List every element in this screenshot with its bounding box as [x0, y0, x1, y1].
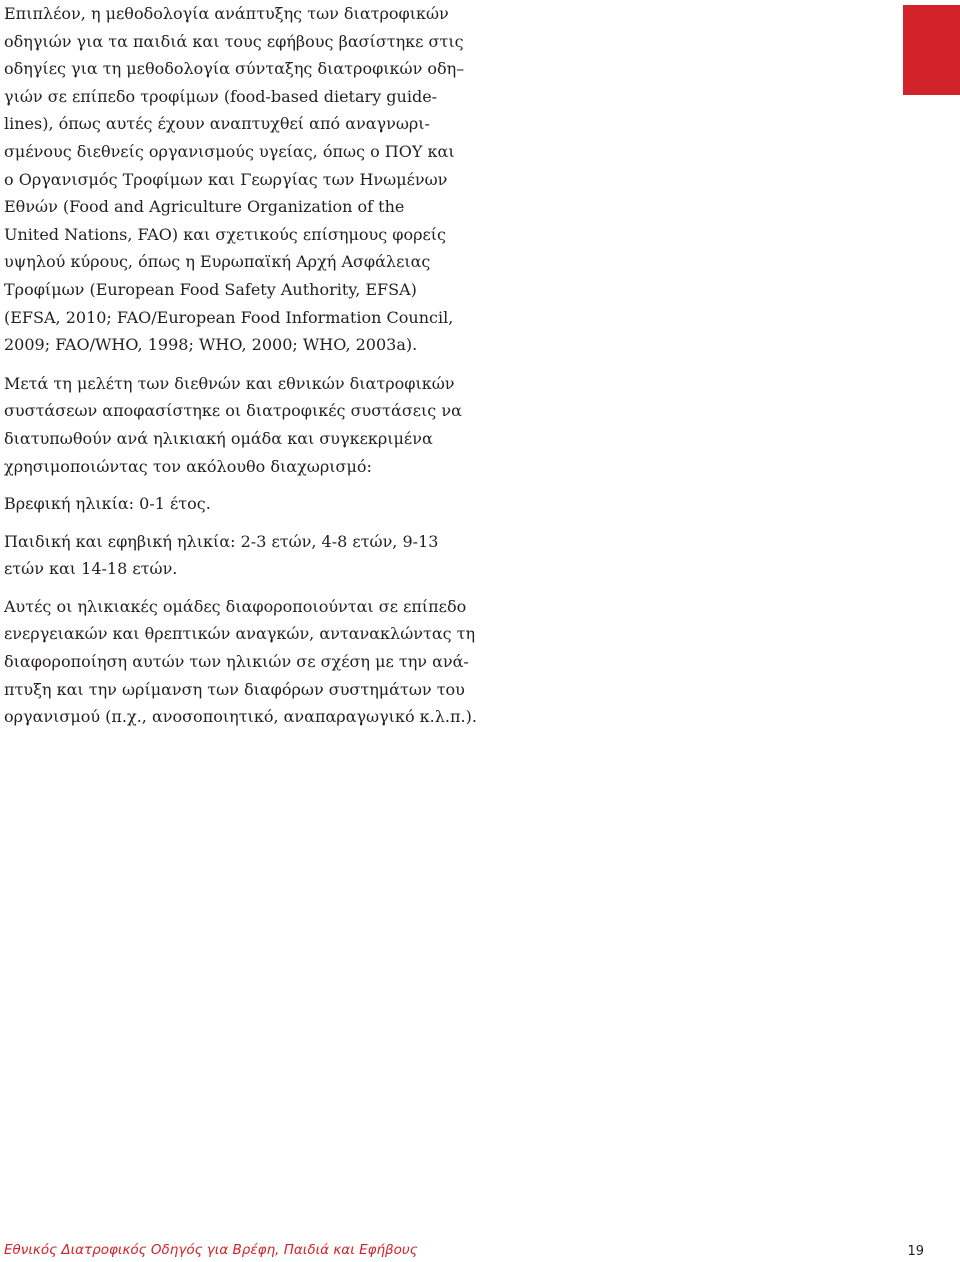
text-line: Εθνών (Food and Agriculture Organization of the — [4, 197, 405, 217]
page-number: 19 — [907, 1244, 924, 1259]
paragraph-methodology — [4, 0, 465, 359]
text-line: ετών και 14-18 ετών. — [4, 559, 178, 579]
red-corner-tab — [903, 5, 960, 95]
text-line: ο Οργανισμός Τροφίμων και Γεωργίας των Ηνωμένων — [4, 169, 448, 189]
text-line: Βρεφική ηλικία: 0-1 έτος. — [4, 494, 211, 514]
paragraph-differentiation — [4, 593, 477, 731]
text-line: Μετά τη μελέτη των διεθνών και εθνικών διατροφικών — [4, 373, 455, 393]
paragraph-childhood — [4, 528, 444, 583]
text-line: σμένους διεθνείς οργανισμούς υγείας, όπως ο ΠΟΥ και — [4, 141, 455, 161]
text-line: συστάσεων αποφασίστηκε οι διατροφικές συστάσεις να — [4, 401, 462, 421]
paragraph-spacer — [4, 583, 444, 593]
text-line: (EFSA, 2010; FAO/European Food Information Council, — [4, 307, 454, 327]
text-line: διαφοροποίηση αυτών των ηλικιών σε σχέση με την ανά- — [4, 652, 469, 672]
paragraph-age-groups-intro — [4, 370, 462, 480]
text-line: οργανισμού (π.χ., ανοσοποιητικό, αναπαραγωγικό κ.λ.π.). — [4, 707, 477, 727]
text-line: 2009; FAO/WHO, 1998; WHO, 2000; WHO, 2003a). — [4, 335, 418, 355]
text-line: Παιδική και εφηβική ηλικία: 2-3 ετών, 4-8 ετών, 9-13 — [4, 531, 439, 551]
text-line: οδηγιών για τα παιδιά και τους εφήβους βασίστηκε στις — [4, 31, 464, 51]
text-line: υψηλού κύρους, όπως η Ευρωπαϊκή Αρχή Ασφάλειας — [4, 252, 431, 272]
body-text — [4, 0, 477, 731]
text-line: Επιπλέον, η μεθοδολογία ανάπτυξης των διατροφικών — [4, 4, 449, 23]
text-line: ενεργειακών και θρεπτικών αναγκών, αντανακλώντας τη — [4, 624, 476, 644]
text-line: πτυξη και την ωρίμανση των διαφόρων συστημάτων του — [4, 679, 465, 699]
paragraph-spacer — [4, 480, 444, 490]
text-line: διατυπωθούν ανά ηλικιακή ομάδα και συγκεκριμένα — [4, 428, 433, 448]
text-line: οδηγίες για τη μεθοδολογία σύνταξης διατροφικών οδη– — [4, 59, 465, 79]
text-line: χρησιμοποιώντας τον ακόλουθο διαχωρισμό: — [4, 456, 372, 476]
text-line: Τροφίμων (European Food Safety Authority, EFSA) — [4, 279, 417, 299]
text-line: lines), όπως αυτές έχουν αναπτυχθεί από αναγνωρι- — [4, 114, 430, 134]
paragraph-spacer — [4, 518, 444, 528]
paragraph-infancy — [4, 490, 444, 518]
footer-title: Εθνικός Διατροφικός Οδηγός για Βρέφη, Παιδιά και Εφήβους — [4, 1242, 418, 1258]
text-line: γιών σε επίπεδο τροφίμων (food-based dietary guide- — [4, 86, 438, 106]
paragraph-spacer — [4, 359, 444, 370]
text-line: Αυτές οι ηλικιακές ομάδες διαφοροποιούνται σε επίπεδο — [4, 596, 467, 616]
text-line: United Nations, FAO) και σχετικούς επίσημους φορείς — [4, 224, 447, 244]
